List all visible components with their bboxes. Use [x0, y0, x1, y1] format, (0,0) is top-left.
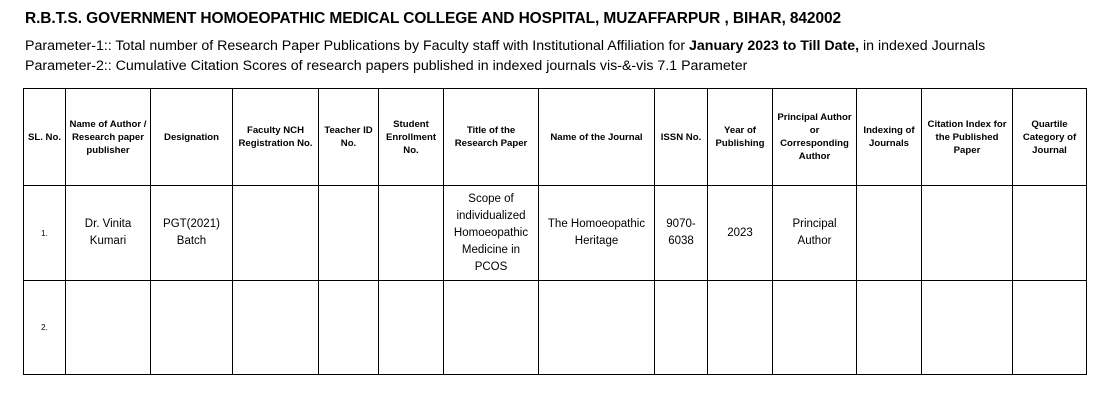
column-header: Teacher ID No. [319, 89, 379, 186]
table-cell [319, 281, 379, 375]
table-cell [444, 281, 539, 375]
table-cell [539, 281, 655, 375]
parameter-1 [25, 38, 985, 54]
table-cell [773, 281, 857, 375]
table-cell: Principal Author [773, 186, 857, 281]
column-header: SL. No. [24, 89, 66, 186]
page-title: R.B.T.S. GOVERNMENT HOMOEOPATHIC MEDICAL COLLEGE AND HOSPITAL, MUZAFFARPUR , BIHAR, 842002 [25, 10, 842, 27]
table-cell [857, 186, 922, 281]
column-header: Principal Author or Corresponding Author [773, 89, 857, 186]
parameter-1-suffix: in indexed Journals [859, 38, 986, 54]
table-cell: The Homoeopathic Heritage [539, 186, 655, 281]
table-cell [655, 281, 708, 375]
table-cell [379, 186, 444, 281]
column-header: Name of Author / Research paper publisher [66, 89, 151, 186]
table-cell [1013, 186, 1087, 281]
column-header: Faculty NCH Registration No. [233, 89, 319, 186]
parameter-2: Parameter-2:: Cumulative Citation Scores of research papers published in indexed journals vis-&-vis 7.1 Parameter [25, 58, 748, 74]
table-cell [319, 186, 379, 281]
table-cell: 9070-6038 [655, 186, 708, 281]
table-cell [922, 186, 1013, 281]
publications-table [23, 88, 1087, 375]
column-header: Citation Index for the Published Paper [922, 89, 1013, 186]
table-cell: PGT(2021) Batch [151, 186, 233, 281]
table-cell [1013, 281, 1087, 375]
table-cell [708, 281, 773, 375]
column-header: Designation [151, 89, 233, 186]
column-header: Year of Publishing [708, 89, 773, 186]
table-cell [233, 186, 319, 281]
column-header: Name of the Journal [539, 89, 655, 186]
table-cell [66, 281, 151, 375]
column-header: ISSN No. [655, 89, 708, 186]
parameter-1-text: Parameter-1:: Total number of Research Paper Publications by Faculty staff with Institutional Affiliation for [25, 38, 689, 54]
table-cell [857, 281, 922, 375]
table-cell: 1. [24, 186, 66, 281]
column-header: Indexing of Journals [857, 89, 922, 186]
table-cell: 2. [24, 281, 66, 375]
table-row [24, 186, 1087, 281]
table-cell: Dr. Vinita Kumari [66, 186, 151, 281]
column-header: Title of the Research Paper [444, 89, 539, 186]
table-cell [233, 281, 319, 375]
column-header: Quartile Category of Journal [1013, 89, 1087, 186]
table-cell: Scope of individualized Homoeopathic Medicine in PCOS [444, 186, 539, 281]
table-header-row [24, 89, 1087, 186]
table-cell [379, 281, 444, 375]
table-cell [922, 281, 1013, 375]
table-cell [151, 281, 233, 375]
column-header: Student Enrollment No. [379, 89, 444, 186]
table-cell: 2023 [708, 186, 773, 281]
table-row [24, 281, 1087, 375]
parameter-1-date-range: January 2023 to Till Date, [689, 38, 860, 54]
